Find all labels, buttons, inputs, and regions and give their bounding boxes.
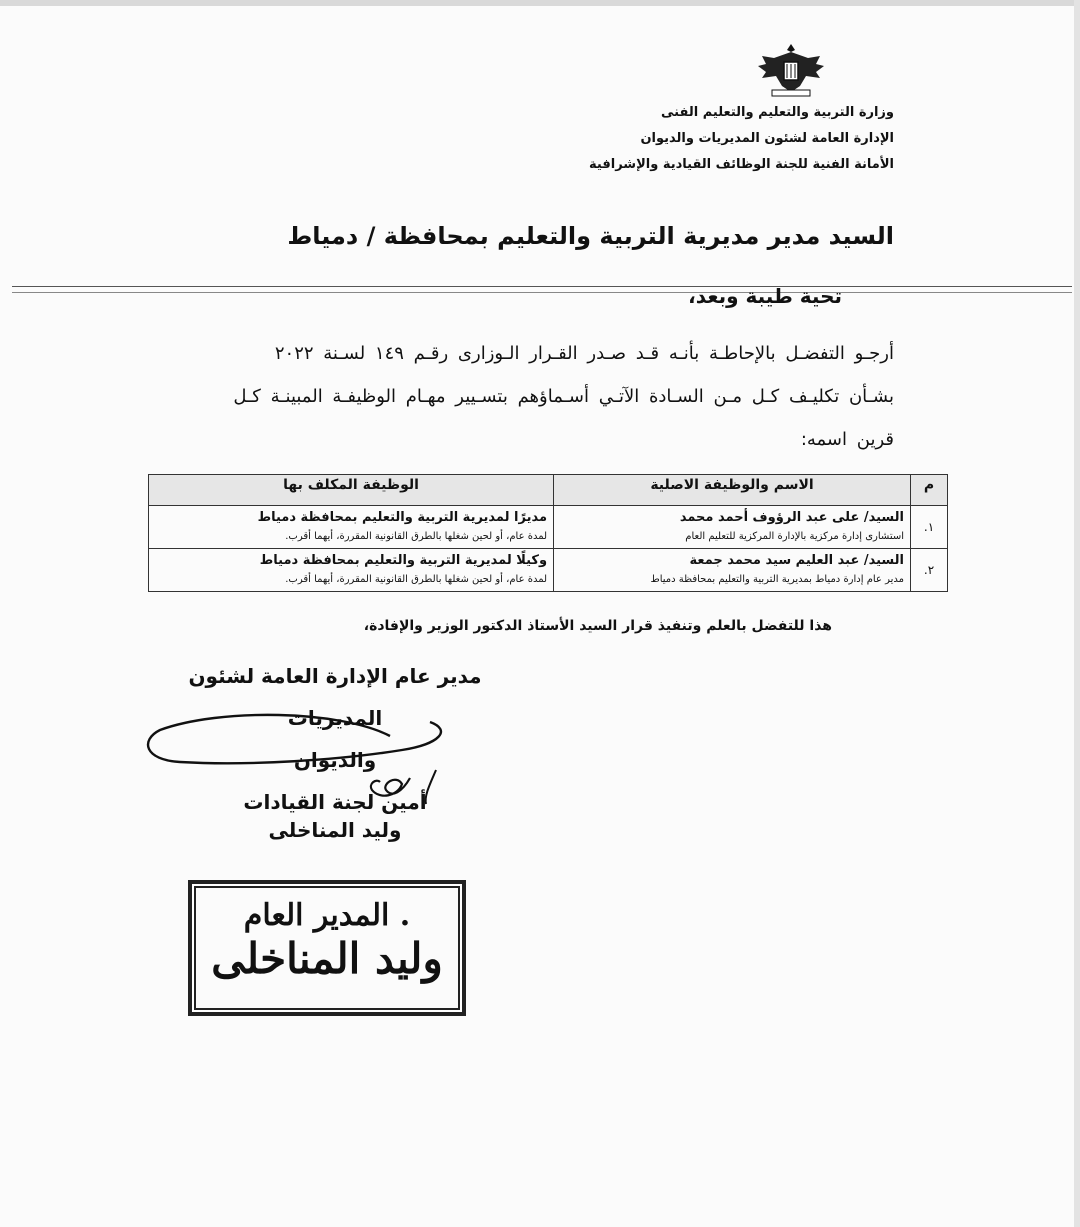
- signatory-title-line: أمين لجنة القيادات: [243, 790, 427, 814]
- row-assigned-cell: [149, 549, 554, 592]
- row-assigned-cell: [149, 506, 554, 549]
- signatory-title-line: مدير عام الإدارة العامة لشئون المديريات: [188, 664, 482, 730]
- table-row: [149, 506, 948, 549]
- ministry-header: [474, 100, 894, 178]
- closing-line: هذا للتفضل بالعلم وتنفيذ قرار السيد الأستاذ الدكتور الوزير والإفادة،: [363, 618, 832, 634]
- body-line: قرين اسمه:: [800, 429, 894, 450]
- row-name-cell: [554, 549, 911, 592]
- body-line: أرجـو التفضـل بالإحاطـة بأنـه قـد صـدر القـرار الـوزارى رقـم ١٤٩ لسـنة ٢٠٢٢: [274, 343, 894, 364]
- row-num: ١.: [911, 506, 948, 549]
- department-line: الإدارة العامة لشئون المديريات والديوان: [640, 131, 894, 146]
- person-name: السيد/ عبد العليم سيد محمد جمعة: [689, 553, 904, 568]
- row-name-cell: [554, 506, 911, 549]
- header-name: الاسم والوظيفة الاصلية: [554, 475, 911, 506]
- assigned-job: وكيلًا لمديرية التربية والتعليم بمحافظة دمياط: [259, 553, 548, 568]
- eagle-emblem-icon: [754, 40, 828, 98]
- handwritten-signature-icon: [140, 700, 470, 820]
- greeting: تحية طيبة وبعد،: [688, 284, 842, 308]
- secretariat-line: الأمانة الفنية للجنة الوظائف القيادية والإشرافية: [589, 157, 894, 172]
- stamp-name: وليد المناخلى: [211, 934, 443, 983]
- addressee: السيد مدير مديرية التربية والتعليم بمحافظة / دمياط: [287, 222, 894, 250]
- ministry-line: وزارة التربية والتعليم والتعليم الفنى: [661, 105, 894, 120]
- original-job: استشارى إدارة مركزية بالإدارة المركزية للتعليم العام: [685, 531, 904, 542]
- letter-body: [144, 332, 894, 461]
- divider-line: [12, 286, 1072, 287]
- row-num: ٢.: [911, 549, 948, 592]
- table-row: [149, 549, 948, 592]
- assignment-table: [148, 474, 948, 592]
- header-num: م: [911, 475, 948, 506]
- stamp-title: . المدير العام: [243, 898, 411, 933]
- assignment-term: لمدة عام، أو لحين شغلها بالطرق القانونية المقررة، أيهما أقرب.: [285, 574, 548, 585]
- scan-edge-top: [0, 0, 1080, 6]
- body-line: بشـأن تكليـف كـل مـن السـادة الآتـي أسـماؤهم بتسـيير مهـام الوظيفـة المبينـة كـل: [233, 386, 894, 407]
- signatory-title-line: والديوان: [293, 748, 377, 772]
- assignment-term: لمدة عام، أو لحين شغلها بالطرق القانونية المقررة، أيهما أقرب.: [285, 531, 548, 542]
- divider-line: [12, 292, 1072, 293]
- original-job: مدير عام إدارة دمياط بمديرية التربية والتعليم بمحافظة دمياط: [650, 574, 904, 585]
- official-stamp: [188, 880, 466, 1016]
- assigned-job: مديرًا لمديرية التربية والتعليم بمحافظة دمياط: [257, 510, 548, 525]
- table-header-row: [149, 475, 948, 506]
- signatory-name: وليد المناخلى: [268, 818, 402, 842]
- header-assigned: الوظيفة المكلف بها: [149, 475, 554, 506]
- scan-edge-right: [1074, 0, 1080, 1227]
- person-name: السيد/ على عبد الرؤوف أحمد محمد: [679, 510, 904, 525]
